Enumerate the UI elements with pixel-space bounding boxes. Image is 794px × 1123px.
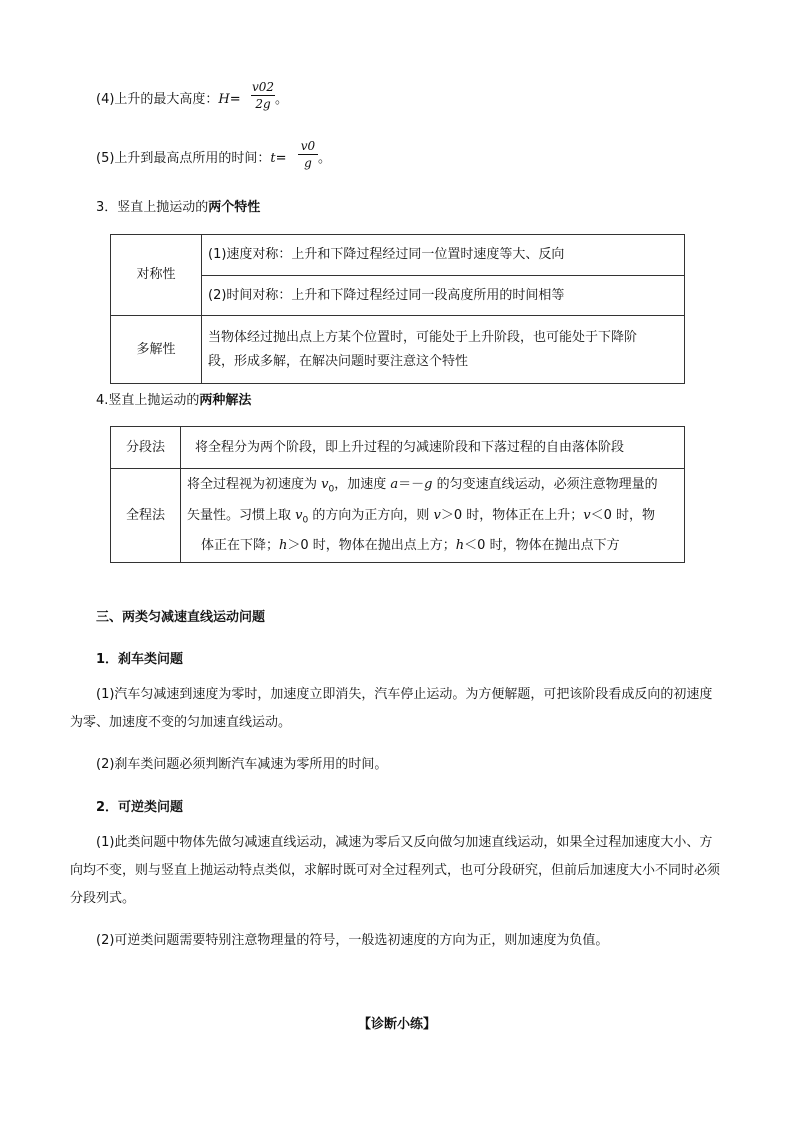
math-var: a [390, 476, 399, 492]
cell-line [187, 472, 678, 503]
text-run: ，加速度 [334, 476, 391, 492]
subsection-title: 1．刹车类问题 [96, 652, 184, 667]
text-run: ＞0 时，物体正在上升； [440, 507, 584, 523]
cell-line [187, 533, 678, 559]
cell-line [187, 503, 678, 534]
math-var: v [433, 507, 441, 523]
table-cell: (2)时间对称：上升和下降过程经过同一段高度所用的时间相等 [202, 276, 685, 316]
fraction-numerator: v0 [300, 139, 316, 153]
formula-rise-time [96, 147, 287, 166]
table-cell: (1)速度对称：上升和下降过程经过同一位置时速度等大、反向 [202, 235, 685, 276]
text-run: 矢量性。习惯上取 [187, 507, 296, 523]
paragraph: (1)汽车匀减速到速度为零时，加速度立即消失，汽车停止运动。为方便解题，可把该阶段看成反向的初速度为零、加速度不变的匀加速直线运动。 [70, 687, 713, 730]
formula-max-height [96, 88, 241, 107]
table-cell [181, 469, 685, 563]
math-var: v [583, 507, 591, 523]
section-title-bold: 两种解法 [199, 393, 252, 408]
section-title [96, 389, 251, 408]
text-run: ＜0 时，物 [590, 507, 656, 523]
text-run: 的匀变速直线运动，必须注意物理量的 [432, 476, 658, 492]
section-title-bold: 两个特性 [208, 200, 261, 215]
math-subscript: 0 [302, 515, 309, 526]
formula-end: 。 [275, 92, 289, 107]
formula-var: t [270, 151, 276, 166]
methods-table [110, 426, 685, 563]
table-head-cell: 对称性 [111, 235, 202, 316]
math-subscript: 0 [328, 484, 335, 495]
paragraph: (1)此类问题中物体先做匀减速直线运动，减速为零后又反向做匀加速直线运动，如果全过程加速度大小、方向均不变，则与竖直上抛运动特点类似，求解时既可对全过程列式，也可分段研究，但前后加速度大小不同时必须分段列式。 [70, 835, 721, 906]
math-var: h [279, 538, 288, 554]
text-run: 体正在下降； [201, 538, 280, 554]
fraction-denominator: g [304, 156, 312, 170]
footer-heading: 【诊断小练】 [357, 1017, 436, 1032]
math-var: v [295, 507, 303, 523]
math-var: v [321, 476, 329, 492]
paragraph: (2)刹车类问题必须判断汽车减速为零所用的时间。 [96, 757, 388, 772]
text-run: 的方向为正方向，则 [308, 507, 434, 523]
text-run: ＝－ [398, 476, 425, 492]
cell-line: 段，形成多解，在解决问题时要注意这个特性 [208, 353, 469, 369]
table-cell: 将全程分为两个阶段，即上升过程的匀减速阶段和下落过程的自由落体阶段 [181, 427, 685, 469]
text-run: 将全过程视为初速度为 [187, 476, 322, 492]
table-head-cell: 全程法 [111, 469, 181, 563]
text-run: ＜0 时，物体在抛出点下方 [464, 538, 620, 554]
paragraph: (2)可逆类问题需要特别注意物理量的符号，一般选初速度的方向为正，则加速度为负值。 [96, 933, 609, 948]
formula-label: (5)上升到最高点所用的时间： [96, 151, 271, 166]
formula-eq: = [229, 92, 241, 107]
fraction-numerator: v02 [251, 80, 275, 94]
fraction [251, 80, 275, 111]
section-title-plain: 3．竖直上抛运动的 [96, 200, 209, 215]
text-run: ＞0 时，物体在抛出点上方； [287, 538, 456, 554]
fraction-denominator: 2g [255, 97, 271, 111]
formula-eq: = [275, 151, 287, 166]
formula-var: H [218, 92, 230, 107]
formula-end: 。 [318, 151, 332, 166]
properties-table [110, 234, 685, 384]
subsection-title: 2．可逆类问题 [96, 800, 184, 815]
section-title-plain: 4.竖直上抛运动的 [96, 393, 200, 408]
table-cell [202, 316, 685, 384]
math-var: h [455, 538, 465, 554]
part-heading: 三、两类匀减速直线运动问题 [96, 610, 266, 625]
fraction [298, 139, 318, 170]
math-var: g [424, 476, 433, 492]
table-head-cell: 分段法 [111, 427, 181, 469]
table-head-cell: 多解性 [111, 316, 202, 384]
cell-line: 当物体经过抛出点上方某个位置时，可能处于上升阶段，也可能处于下降阶 [208, 329, 638, 345]
formula-label: (4)上升的最大高度： [96, 92, 219, 107]
section-title [96, 196, 260, 215]
